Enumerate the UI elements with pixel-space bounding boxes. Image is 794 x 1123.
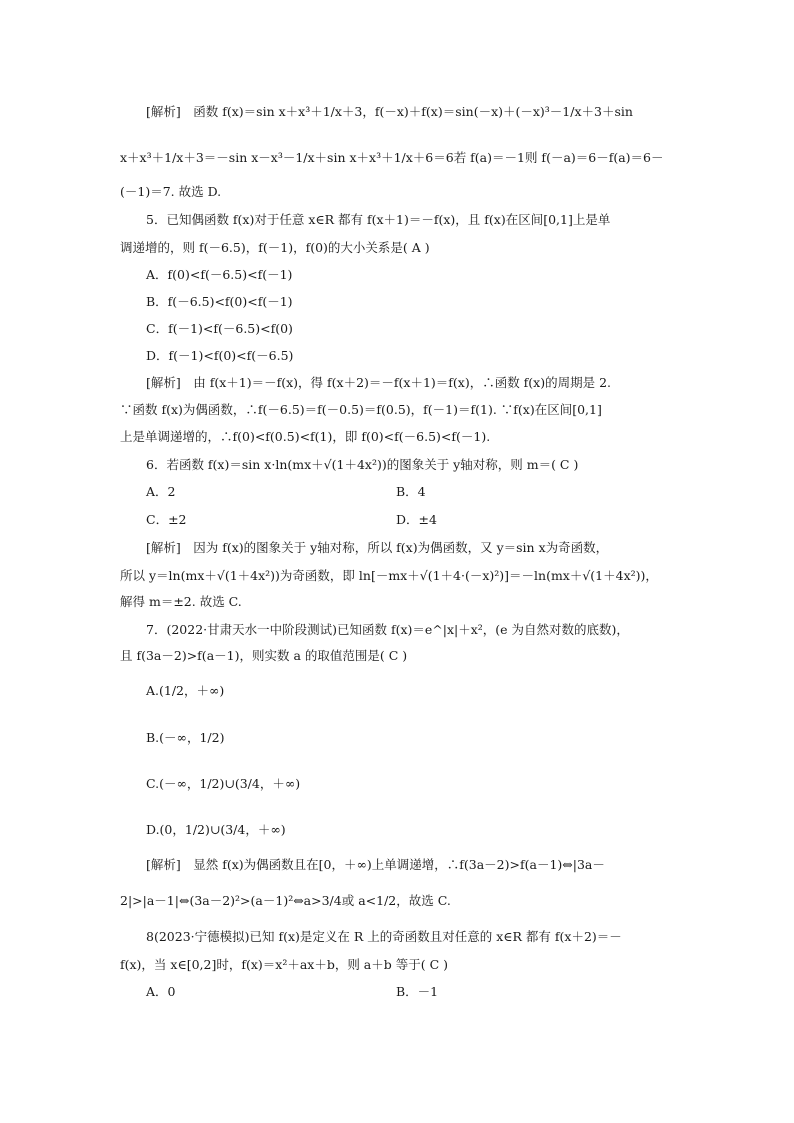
text-line: 6．若函数 f(x)＝sin x·ln(mx＋√(1＋4x²))的图象关于 y轴对称，则 m＝( C )	[146, 457, 579, 472]
text-line: 2|>|a－1|⇔(3a－2)²>(a－1)²⇔a>3/4或 a<1/2，故选 C.	[120, 893, 451, 908]
text-line: A.(1/2，＋∞)	[146, 683, 225, 698]
text-line: ∵函数 f(x)为偶函数，∴f(－6.5)＝f(－0.5)＝f(0.5)，f(－1)＝f(1). ∵f(x)在区间[0,1]	[120, 402, 602, 417]
text-line: [解析] 函数 f(x)＝sin x＋x³＋1/x＋3，f(－x)＋f(x)＝sin(－x)＋(－x)³－1/x＋3＋sin	[146, 104, 633, 119]
text-line: C.(－∞，1/2)∪(3/4，＋∞)	[146, 776, 301, 791]
text-line: D．f(－1)<f(0)<f(－6.5)	[146, 348, 294, 363]
text-line: (－1)＝7. 故选 D.	[120, 184, 222, 199]
text-line: B．－1	[396, 984, 439, 999]
text-line: 且 f(3a－2)>f(a－1)，则实数 a 的取值范围是( C )	[120, 648, 408, 663]
text-line: B．f(－6.5)<f(0)<f(－1)	[146, 294, 293, 309]
text-line: [解析] 由 f(x＋1)＝－f(x)，得 f(x＋2)＝－f(x＋1)＝f(x)，∴函数 f(x)的周期是 2.	[146, 375, 612, 390]
text-line: A．2	[146, 484, 176, 499]
text-line: x＋x³＋1/x＋3＝－sin x－x³－1/x＋sin x＋x³＋1/x＋6＝6若 f(a)＝－1则 f(－a)＝6－f(a)＝6－	[120, 150, 664, 165]
text-line: C．±2	[146, 512, 187, 527]
text-line: A．0	[146, 984, 176, 999]
text-line: f(x)，当 x∈[0,2]时，f(x)＝x²＋ax＋b，则 a＋b 等于( C )	[120, 957, 448, 972]
text-line: C．f(－1)<f(－6.5)<f(0)	[146, 321, 293, 336]
text-line: B．4	[396, 484, 426, 499]
text-line: 8(2023·宁德模拟)已知 f(x)是定义在 R 上的奇函数且对任意的 x∈R 都有 f(x＋2)＝－	[146, 929, 622, 944]
text-line: D．±4	[396, 512, 437, 527]
text-line: 所以 y＝ln(mx＋√(1＋4x²))为奇函数，即 ln[－mx＋√(1＋4·(－x)²)]＝－ln(mx＋√(1＋4x²))，	[120, 568, 658, 583]
text-line: D.(0，1/2)∪(3/4，＋∞)	[146, 822, 286, 837]
text-line: 调递增的，则 f(－6.5)，f(－1)，f(0)的大小关系是( A )	[120, 240, 430, 255]
text-line: A．f(0)<f(－6.5)<f(－1)	[146, 267, 293, 282]
text-line: 7．(2022·甘肃天水一中阶段测试)已知函数 f(x)＝e^|x|＋x²，(e 为自然对数的底数)，	[146, 622, 629, 637]
text-line: [解析] 因为 f(x)的图象关于 y轴对称，所以 f(x)为偶函数，又 y＝sin x为奇函数，	[146, 540, 609, 555]
text-line: 上是单调递增的，∴f(0)<f(0.5)<f(1)，即 f(0)<f(－6.5)<f(－1).	[120, 429, 491, 444]
text-line: 解得 m＝±2. 故选 C.	[120, 594, 242, 609]
text-line: [解析] 显然 f(x)为偶函数且在[0，＋∞)上单调递增，∴f(3a－2)>f(a－1)⇔|3a－	[146, 857, 605, 872]
text-line: 5．已知偶函数 f(x)对于任意 x∈R 都有 f(x＋1)＝－f(x)，且 f(x)在区间[0,1]上是单	[146, 212, 611, 227]
text-line: B.(－∞，1/2)	[146, 730, 225, 745]
